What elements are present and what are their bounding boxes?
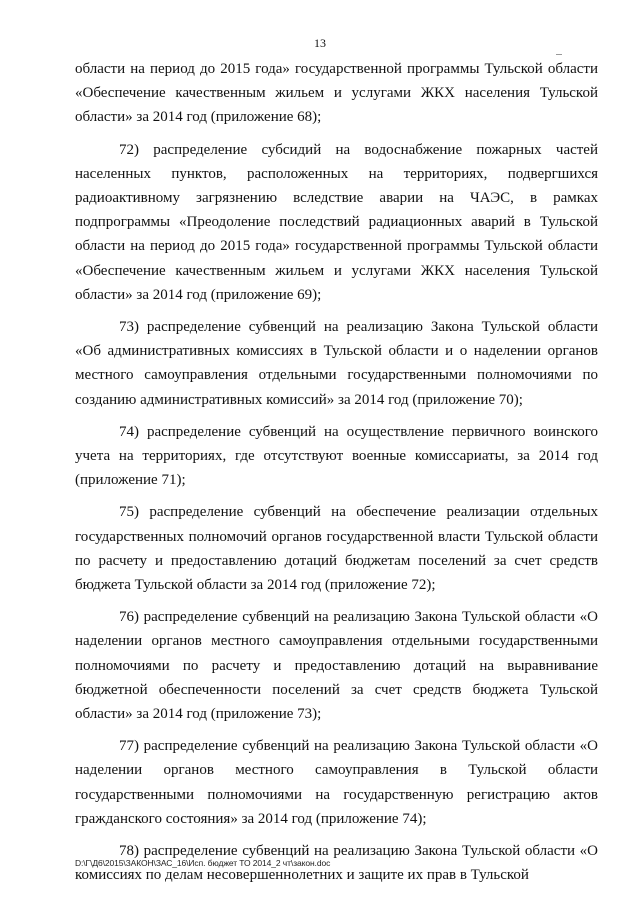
paragraph-item-76: 76) распределение субвенций на реализацию Закона Тульской области «О наделении органов местного самоуправления отдельными государственными полномочиями по расчету и предоставлению дотаций на выравнивание бюджетной обеспеченности поселений за счет средств бюджета Тульской области» за 2014 год (приложение 73); (75, 609, 598, 723)
paragraph-item-72: 72) распределение субсидий на водоснабжение пожарных частей населенных пунктов, расположенных на территориях, подвергшихся радиоактивному загрязнению вследствие аварии на ЧАЭС, в рамках подпрограммы «Преодоление последствий радиационных аварий в Тульской области на период до 2015 года» государственной программы Тульской области «Обеспечение качественным жильем и услугами ЖКХ населения Тульской области» за 2014 год (приложение 69); (75, 141, 598, 303)
paragraph-item-75: 75) распределение субвенций на обеспечение реализации отдельных государственных полномочий органов государственной власти Тульской области по расчету и предоставлению дотаций бюджетам поселений за счет средств бюджета Тульской области за 2014 год (приложение 72); (75, 504, 598, 594)
paragraph-continuation: области на период до 2015 года» государственной программы Тульской области «Обеспечение качественным жильем и услугами ЖКХ населения Тульской области» за 2014 год (приложение 68); (75, 61, 598, 126)
page-mark (556, 54, 562, 55)
paragraph-item-74: 74) распределение субвенций на осуществление первичного воинского учета на территориях, где отсутствуют военные комиссариаты, за 2014 год (приложение 71); (75, 423, 598, 489)
footer-file-path: D:\Г\Д6\2015\ЗАКОН\ЗАС_16\Исп. бюджет ТО 2014_2 чт\закон.doc (75, 858, 331, 868)
paragraph-item-78: 78) распределение субвенций на реализацию Закона Тульской области «О комиссиях по делам несовершеннолетних и защите их прав в Тульской (75, 843, 598, 884)
paragraph-item-77: 77) распределение субвенций на реализацию Закона Тульской области «О наделении органов местного самоуправления в Тульской области государственными полномочиями на государственную регистрацию актов гражданского состояния» за 2014 год (приложение 74); (75, 738, 598, 827)
document-body (75, 57, 598, 888)
page-number: 13 (314, 36, 326, 50)
paragraph-item-73: 73) распределение субвенций на реализацию Закона Тульской области «Об административных комиссиях в Тульской области и о наделении органов местного самоуправления отдельными государственными полномочиями по созданию административных комиссий» за 2014 год (приложение 70); (75, 319, 598, 408)
